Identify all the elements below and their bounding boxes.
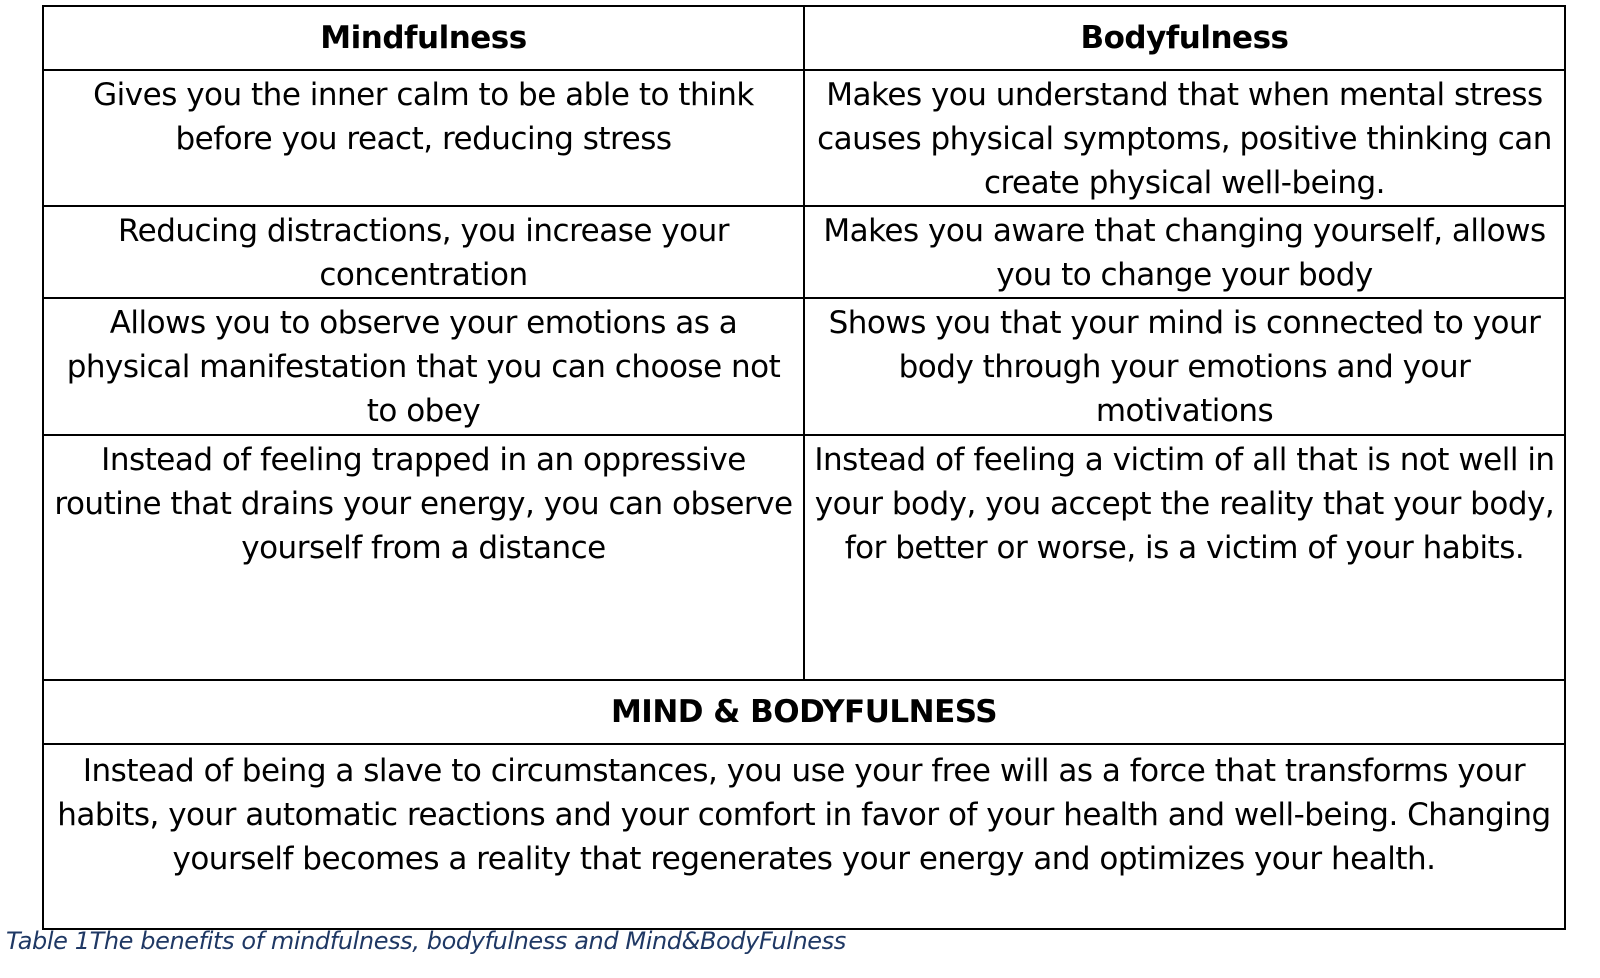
header-mindfulness: Mindfulness [43,6,804,70]
table-row [43,206,1565,298]
mindfulness-cell-4: Instead of feeling trapped in an oppressive routine that drains your energy, you can observe yourself from a distance [43,435,804,680]
table-row [43,70,1565,206]
bodyfulness-cell-2: Makes you aware that changing yourself, allows you to change your body [804,206,1565,298]
bodyfulness-cell-4: Instead of feeling a victim of all that is not well in your body, you accept the reality that your body, for better or worse, is a victim of your habits. [804,435,1565,680]
mindfulness-cell-3: Allows you to observe your emotions as a physical manifestation that you can choose not to obey [43,298,804,435]
combined-text-row [43,744,1565,929]
benefits-table [42,5,1566,930]
combined-header: MIND & BODYFULNESS [43,680,1565,744]
bodyfulness-cell-1: Makes you understand that when mental stress causes physical symptoms, positive thinking can create physical well-being. [804,70,1565,206]
table-caption: Table 1The benefits of mindfulness, bodyfulness and Mind&BodyFulness [6,927,846,955]
table-header-row [43,6,1565,70]
mindfulness-cell-1: Gives you the inner calm to be able to think before you react, reducing stress [43,70,804,206]
header-bodyfulness: Bodyfulness [804,6,1565,70]
combined-header-row [43,680,1565,744]
mindfulness-cell-2: Reducing distractions, you increase your concentration [43,206,804,298]
table-row [43,435,1565,680]
bodyfulness-cell-3: Shows you that your mind is connected to your body through your emotions and your motivations [804,298,1565,435]
combined-text-cell: Instead of being a slave to circumstances, you use your free will as a force that transforms your habits, your automatic reactions and your comfort in favor of your health and well-being. Changing yourself becomes a reality that regenerates your energy and optimizes your health. [43,744,1565,929]
table-row [43,298,1565,435]
